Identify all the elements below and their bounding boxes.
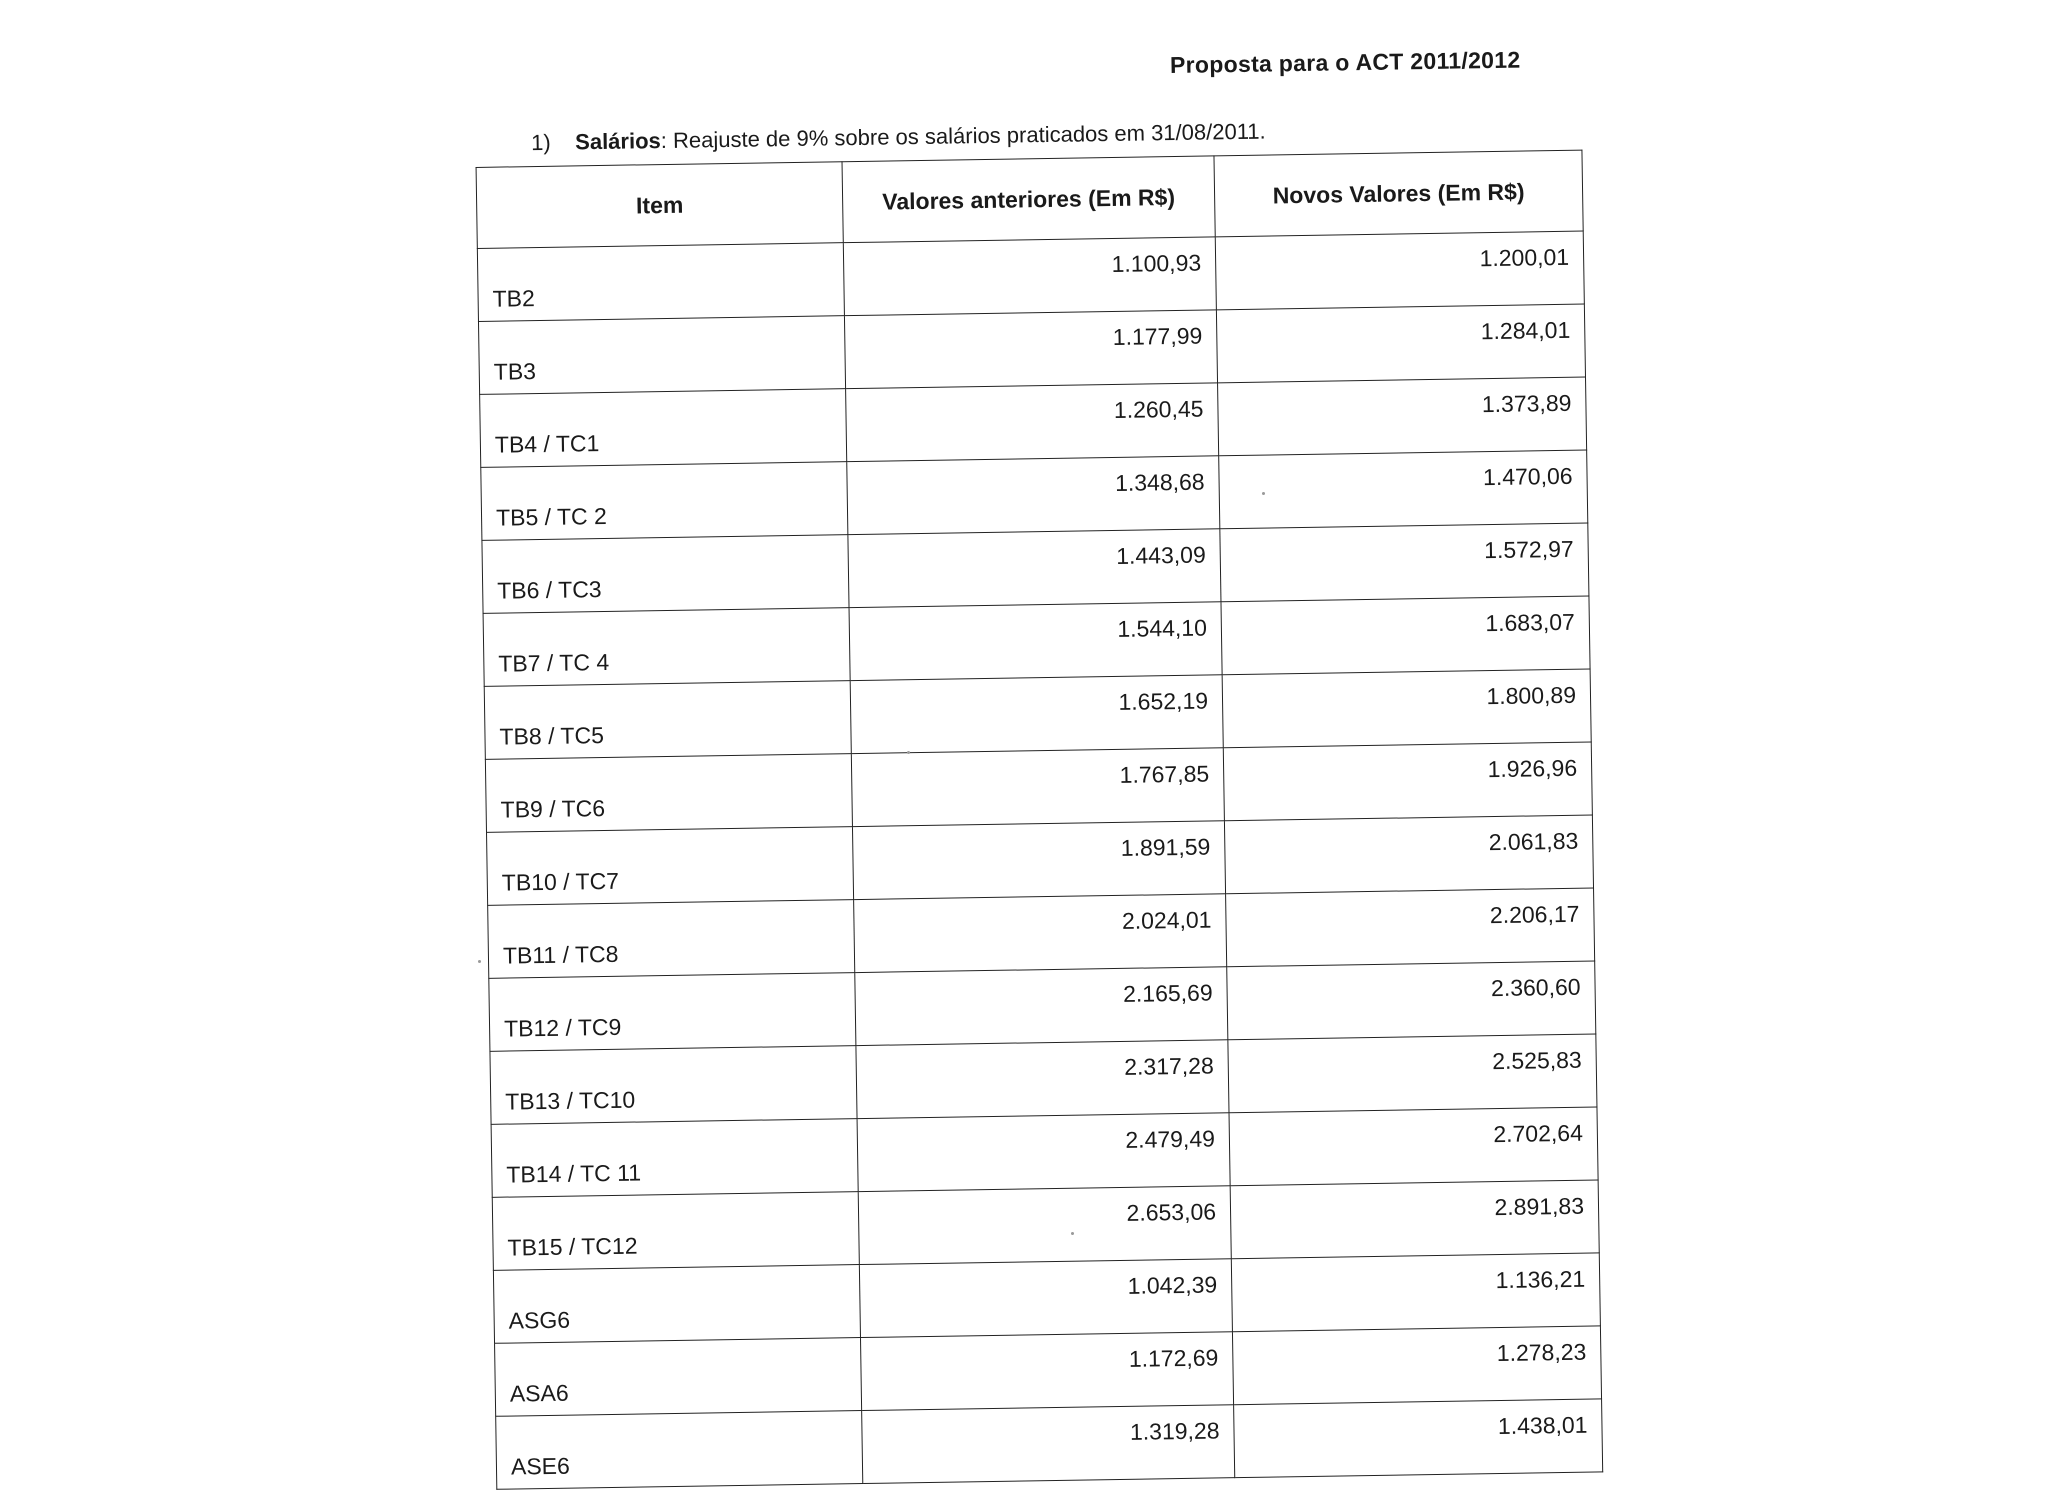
cell-previous-value: 1.891,59 — [852, 821, 1225, 900]
cell-previous-value: 1.348,68 — [847, 456, 1220, 535]
cell-previous-value: 1.100,93 — [843, 237, 1216, 316]
intro-number: 1) — [530, 129, 551, 156]
cell-previous-value: 1.652,19 — [850, 675, 1223, 754]
document-title: Proposta para o ACT 2011/2012 — [1169, 46, 1521, 79]
cell-item: ASA6 — [495, 1338, 862, 1417]
header-item: Item — [476, 162, 843, 249]
cell-previous-value: 1.177,99 — [844, 310, 1217, 389]
cell-new-value: 2.360,60 — [1227, 961, 1596, 1040]
intro-lead: Salários — [574, 128, 661, 155]
cell-previous-value: 1.767,85 — [851, 748, 1224, 827]
table-body — [477, 231, 1602, 1489]
cell-previous-value: 1.443,09 — [848, 529, 1221, 608]
scan-speck — [478, 960, 481, 963]
cell-previous-value: 1.260,45 — [846, 383, 1219, 462]
cell-new-value: 1.683,07 — [1221, 596, 1590, 675]
cell-item: TB9 / TC6 — [485, 754, 852, 833]
cell-item: ASG6 — [493, 1265, 860, 1344]
cell-new-value: 2.525,83 — [1228, 1034, 1597, 1113]
cell-item: TB8 / TC5 — [484, 681, 851, 760]
cell-new-value: 2.702,64 — [1229, 1107, 1598, 1186]
cell-item: TB10 / TC7 — [487, 827, 854, 906]
cell-item: TB15 / TC12 — [492, 1192, 859, 1271]
cell-previous-value: 1.042,39 — [859, 1259, 1232, 1338]
cell-previous-value: 2.165,69 — [855, 967, 1228, 1046]
cell-item: TB4 / TC1 — [480, 389, 847, 468]
cell-new-value: 1.470,06 — [1219, 450, 1588, 529]
cell-item: TB2 — [477, 243, 844, 322]
cell-previous-value: 2.653,06 — [858, 1186, 1231, 1265]
scan-speck — [1071, 1232, 1074, 1235]
cell-previous-value: 2.479,49 — [857, 1113, 1230, 1192]
cell-item: TB7 / TC 4 — [483, 608, 850, 687]
cell-new-value: 1.373,89 — [1218, 377, 1587, 456]
cell-item: ASE6 — [496, 1411, 863, 1490]
intro-text: : Reajuste de 9% sobre os salários praticados em 31/08/2011. — [660, 118, 1266, 154]
cell-new-value: 1.438,01 — [1234, 1399, 1603, 1478]
cell-item: TB5 / TC 2 — [481, 462, 848, 541]
cell-new-value: 1.926,96 — [1223, 742, 1592, 821]
cell-item: TB13 / TC10 — [490, 1046, 857, 1125]
cell-previous-value: 2.317,28 — [856, 1040, 1229, 1119]
cell-new-value: 1.200,01 — [1215, 231, 1584, 310]
intro-line — [531, 119, 1266, 157]
cell-item: TB11 / TC8 — [488, 900, 855, 979]
cell-previous-value: 1.172,69 — [860, 1332, 1233, 1411]
salary-table — [476, 150, 1604, 1490]
cell-previous-value: 1.319,28 — [862, 1405, 1235, 1484]
cell-new-value: 2.061,83 — [1224, 815, 1593, 894]
cell-new-value: 1.572,97 — [1220, 523, 1589, 602]
header-previous-values: Valores anteriores (Em R$) — [842, 156, 1215, 243]
cell-new-value: 1.278,23 — [1232, 1326, 1601, 1405]
cell-previous-value: 1.544,10 — [849, 602, 1222, 681]
cell-previous-value: 2.024,01 — [854, 894, 1227, 973]
cell-item: TB12 / TC9 — [489, 973, 856, 1052]
cell-new-value: 1.800,89 — [1222, 669, 1591, 748]
header-new-values: Novos Valores (Em R$) — [1214, 150, 1583, 237]
scan-speck — [907, 751, 910, 754]
cell-item: TB14 / TC 11 — [491, 1119, 858, 1198]
cell-item: TB6 / TC3 — [482, 535, 849, 614]
cell-new-value: 2.206,17 — [1226, 888, 1595, 967]
scan-speck — [1262, 492, 1265, 495]
cell-new-value: 2.891,83 — [1230, 1180, 1599, 1259]
cell-new-value: 1.284,01 — [1216, 304, 1585, 383]
cell-item: TB3 — [478, 316, 845, 395]
cell-new-value: 1.136,21 — [1231, 1253, 1600, 1332]
